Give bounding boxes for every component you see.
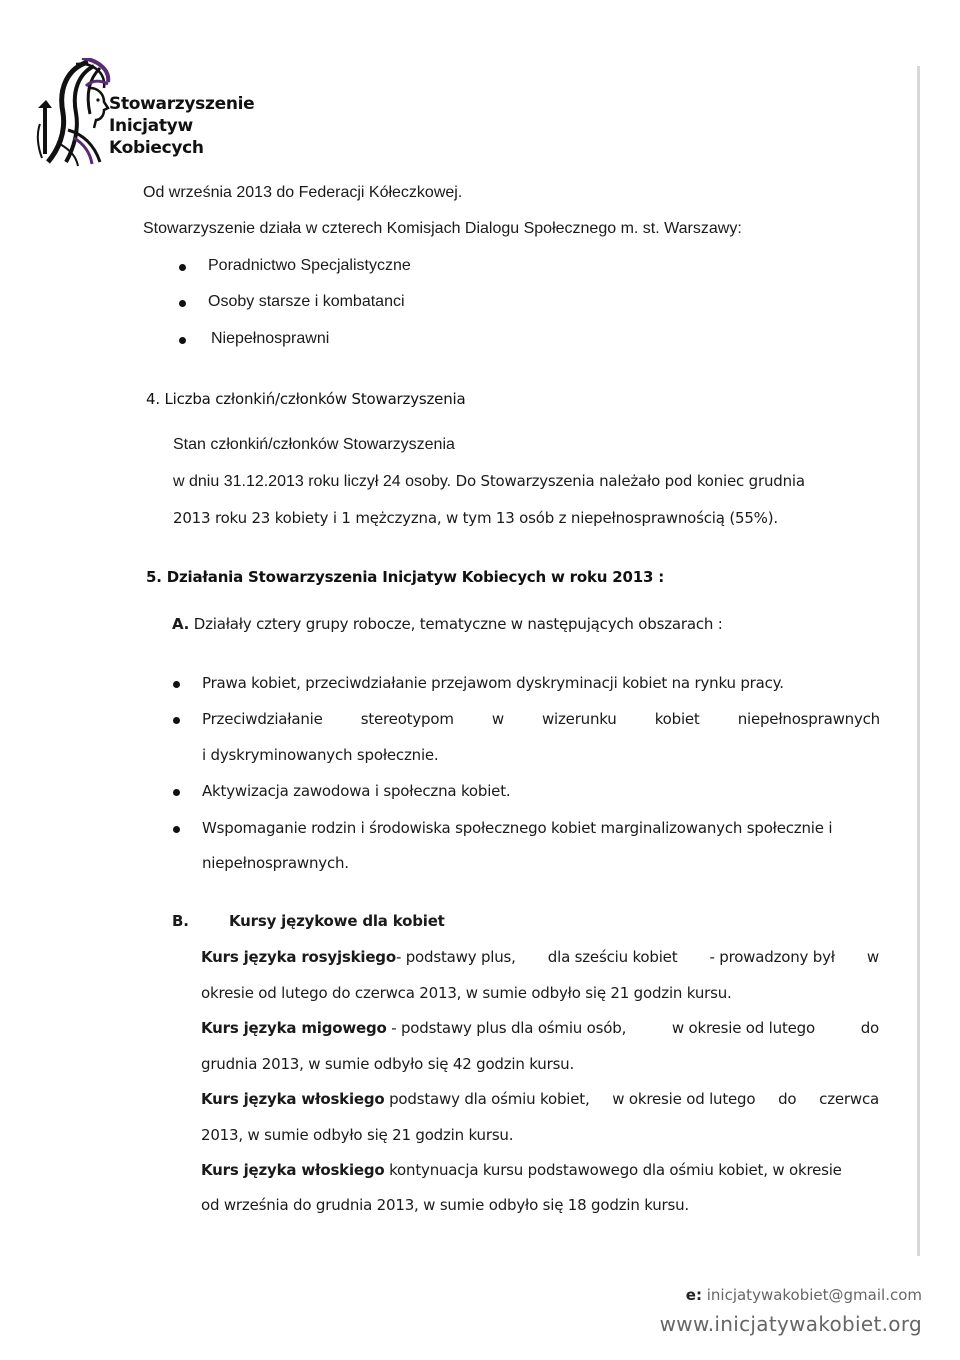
- word: w okresie od lutego: [671, 1019, 815, 1037]
- work-area-item: Wspomaganie rodzin i środowiska społecznego kobiet marginalizowanych społecznie i: [202, 819, 833, 837]
- course-entry-line: [201, 1019, 879, 1037]
- work-area-item-continuation: i dyskryminowanych społecznie.: [202, 746, 439, 764]
- work-area-item-continuation: niepełnosprawnych.: [202, 854, 349, 872]
- course-entry-line: [201, 1161, 842, 1179]
- word: w: [491, 710, 504, 728]
- right-margin-rule: [917, 66, 920, 1256]
- word: podstawy dla ośmiu kobiet,: [389, 1090, 590, 1108]
- item-a-label: A.: [172, 615, 190, 633]
- word: kobiet: [654, 710, 700, 728]
- bullet-dot: [173, 717, 180, 724]
- section-4-heading: 4. Liczba członkiń/członków Stowarzyszenia: [146, 390, 466, 408]
- logo-line-2: Inicjatyw: [109, 116, 193, 136]
- bullet-dot: [173, 789, 180, 796]
- item-a-text: Działały cztery grupy robocze, tematyczne w następujących obszarach :: [189, 615, 723, 633]
- section-4-line-2: [173, 472, 805, 491]
- work-area-item: Prawa kobiet, przeciwdziałanie przejawom dyskryminacji kobiet na rynku pracy.: [202, 674, 784, 692]
- course-entry-continuation: od września do grudnia 2013, w sumie odbyło się 18 godzin kursu.: [201, 1196, 689, 1214]
- word: niepełnosprawnych: [737, 710, 880, 728]
- commission-item: Niepełnosprawni: [211, 330, 330, 347]
- commission-item: Poradnictwo Specjalistyczne: [208, 257, 411, 274]
- section-4-line-3: 2013 roku 23 kobiety i 1 mężczyzna, w tym 13 osób z niepełnosprawnością (55%).: [173, 509, 778, 527]
- course-entry-line: [201, 1090, 879, 1108]
- commission-item: Osoby starsze i kombatanci: [208, 293, 405, 310]
- course-name: Kurs języka włoskiego: [201, 1090, 385, 1108]
- intro-line-1: Od września 2013 do Federacji Kółeczkowej.: [143, 184, 463, 201]
- course-description: kontynuacja kursu podstawowego dla ośmiu kobiet, w okresie: [384, 1161, 842, 1179]
- course-entry-line: [201, 948, 879, 966]
- email-label: e:: [685, 1286, 702, 1304]
- course-name-and-word: [201, 948, 516, 966]
- email-address: inicjatywakobiet@gmail.com: [701, 1286, 922, 1304]
- word: - podstawy plus dla ośmiu osób,: [391, 1019, 627, 1037]
- word: czerwca: [819, 1090, 879, 1108]
- organization-logo-wordmark: [109, 93, 254, 159]
- bullet-dot: [173, 681, 180, 688]
- course-name: Kurs języka rosyjskiego: [201, 948, 396, 966]
- bullet-dot: [179, 264, 186, 271]
- item-b-label: B.: [172, 912, 189, 930]
- course-name-and-word: [201, 1019, 626, 1037]
- course-entry-continuation: 2013, w sumie odbyło się 21 godzin kursu.: [201, 1126, 514, 1144]
- members-count-text: w dniu 31.12.2013 roku liczył 24 osoby.: [173, 473, 452, 490]
- bullet-dot: [179, 300, 186, 307]
- word: do: [860, 1019, 879, 1037]
- course-name: Kurs języka migowego: [201, 1019, 387, 1037]
- section-4-line-1: Stan członkiń/członków Stowarzyszenia: [173, 436, 455, 453]
- section-5-a-line: [172, 615, 723, 633]
- word: w: [866, 948, 879, 966]
- word: Przeciwdziałanie: [202, 710, 323, 728]
- bullet-dot: [179, 337, 186, 344]
- word: stereotypom: [360, 710, 454, 728]
- logo-line-1: Stowarzyszenie: [109, 94, 255, 114]
- word: - prowadzony był: [709, 948, 835, 966]
- footer-website: www.inicjatywakobiet.org: [659, 1312, 922, 1336]
- course-entry-continuation: okresie od lutego do czerwca 2013, w sumie odbyło się 21 godzin kursu.: [201, 984, 732, 1002]
- word: wizerunku: [541, 710, 617, 728]
- work-area-item: Aktywizacja zawodowa i społeczna kobiet.: [202, 782, 511, 800]
- word: w okresie od lutego: [612, 1090, 756, 1108]
- word: dla sześciu kobiet: [547, 948, 678, 966]
- work-area-item-justified: [202, 710, 880, 728]
- course-name-and-word: [201, 1090, 590, 1108]
- intro-line-2: Stowarzyszenie działa w czterech Komisjach Dialogu Społecznego m. st. Warszawy:: [143, 220, 742, 237]
- course-name: Kurs języka włoskiego: [201, 1161, 385, 1179]
- footer-email: [686, 1286, 922, 1304]
- logo-line-3: Kobiecych: [109, 138, 204, 158]
- word: do: [778, 1090, 797, 1108]
- members-composition-text: Do Stowarzyszenia należało pod koniec grudnia: [451, 472, 805, 490]
- course-entry-continuation: grudnia 2013, w sumie odbyło się 42 godzin kursu.: [201, 1055, 575, 1073]
- word: - podstawy plus,: [395, 948, 516, 966]
- section-5-heading: 5. Działania Stowarzyszenia Inicjatyw Kobiecych w roku 2013 :: [146, 568, 665, 586]
- bullet-dot: [173, 826, 180, 833]
- item-b-title: Kursy językowe dla kobiet: [229, 912, 445, 930]
